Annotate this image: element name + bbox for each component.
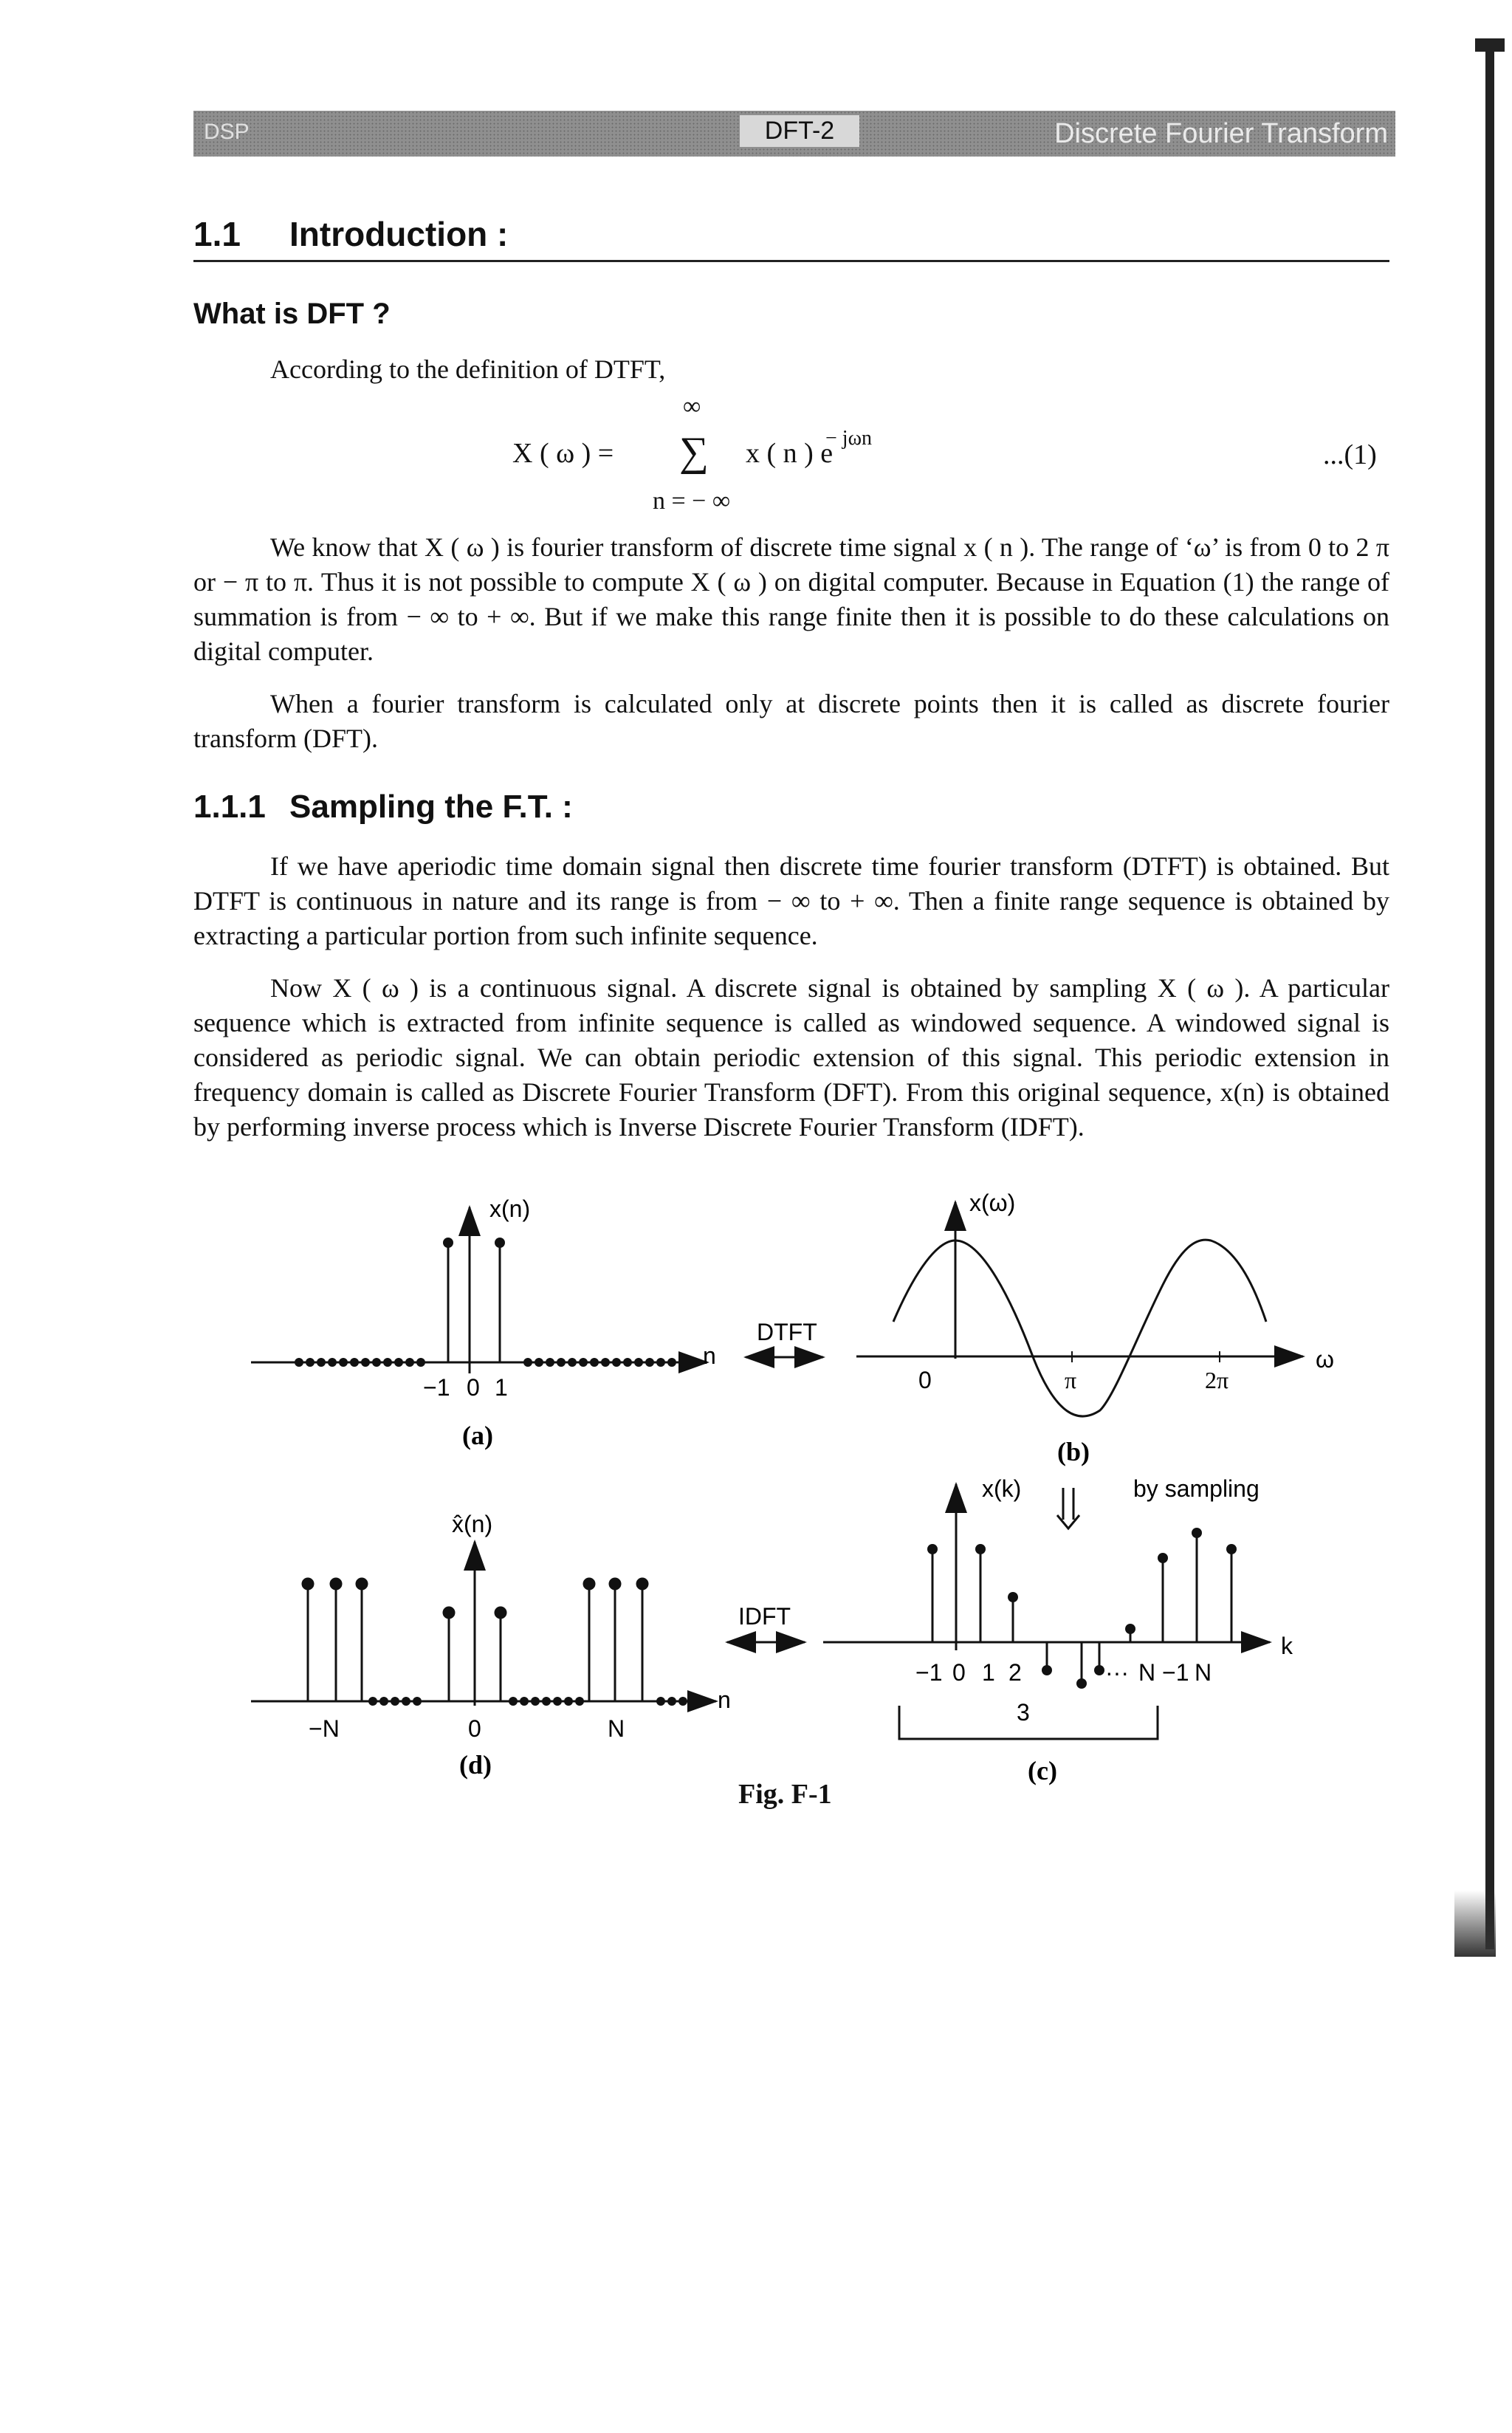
panel-c-stem-neg-c: [1094, 1642, 1104, 1675]
panel-d: [251, 1511, 731, 1780]
idft-transform: [727, 1603, 805, 1642]
panel-a: [251, 1195, 716, 1450]
equation-lhs: X ( ω ) =: [512, 438, 614, 469]
panel-b-tick-2pi: 2π: [1205, 1367, 1229, 1393]
sum-symbol: ∑: [679, 429, 709, 475]
panel-c-tick-1: 1: [982, 1659, 995, 1686]
panel-c-tick-0: 0: [952, 1659, 966, 1686]
panel-c-span-label: 3: [1017, 1699, 1030, 1726]
header-page-number: DFT-2: [740, 115, 859, 147]
paragraph-2: When a fourier transform is calculated only at discrete points then it is called as discrete fourier transform (DFT).: [193, 689, 1389, 753]
panel-c-stem-nminus1: [1158, 1553, 1168, 1642]
panel-c-ylabel: x(k): [982, 1475, 1022, 1502]
panel-c-stem-pos-small: [1125, 1624, 1135, 1642]
equation-exponent: − jωn: [825, 427, 872, 450]
panel-d-tick-minusN: −N: [309, 1715, 340, 1742]
panel-c-stem-1: [975, 1544, 986, 1642]
idft-label: IDFT: [738, 1603, 791, 1630]
panel-c-stem-n-peak: [1192, 1528, 1202, 1642]
panel-c-stem-2: [1008, 1592, 1018, 1642]
panel-b-tick-0: 0: [918, 1367, 932, 1393]
panel-b-tick-pi: π: [1065, 1367, 1077, 1393]
header-left: DSP: [204, 120, 250, 144]
panel-c: [823, 1475, 1293, 1785]
panel-b-label: (b): [1057, 1437, 1090, 1466]
panel-a-stem-1: [495, 1238, 505, 1362]
subsection-number: 1.1.1: [193, 789, 266, 825]
sampling-arrow: [1057, 1475, 1260, 1528]
paragraph-4: Now X ( ω ) is a continuous signal. A discrete signal is obtained by sampling X ( ω ). A particular sequence which is extracted from infinite sequence is called as windowed sequence. A windowed signal is considered as periodic signal. We can obtain periodic extension of this signal. This periodic extension in frequency domain is called as Discrete Fourier Transform (DFT). From this original sequence, x(n) is obtained by performing inverse process which is Inverse Discrete Fourier Transform (IDFT).: [193, 973, 1389, 1142]
sum-lower-limit: n = − ∞: [653, 487, 731, 515]
panel-d-xaxis-label: n: [718, 1686, 731, 1713]
sum-upper-limit: ∞: [683, 393, 701, 420]
subsection-title: Sampling the F.T. :: [289, 789, 573, 825]
panel-d-period-left: [303, 1579, 367, 1701]
intro-line: According to the definition of DTFT,: [270, 354, 666, 384]
panel-c-tick-nminus1: N −1: [1138, 1659, 1189, 1686]
dtft-transform: [746, 1319, 823, 1357]
paragraph-1: We know that X ( ω ) is fourier transform of discrete time signal x ( n ). The range of ‘ω’ is from 0 to 2 π or − π to π. Thus it is not possible to compute X ( ω ) on digital computer. Because in Equation (1) the range of summation is from − ∞ to + ∞. But if we make this range finite then it is possible to do these calculations on digital computer.: [193, 532, 1389, 666]
header-chapter-title: Discrete Fourier Transform: [1054, 118, 1388, 149]
panel-c-tick-dots: ···: [1105, 1659, 1129, 1686]
equation-number: ...(1): [1323, 439, 1377, 470]
panel-c-label: (c): [1028, 1756, 1057, 1785]
panel-c-xaxis-label: k: [1281, 1633, 1293, 1659]
figure-caption: Fig. F-1: [738, 1779, 832, 1810]
panel-b-ylabel: x(ω): [969, 1190, 1016, 1216]
panel-d-ylabel: x̂(n): [452, 1511, 493, 1537]
panel-c-stem-n: [1226, 1544, 1237, 1642]
panel-c-stem-neg-b: [1076, 1642, 1087, 1689]
panel-c-stem-neg-a: [1042, 1642, 1052, 1675]
panel-a-tick-minus1: −1: [423, 1374, 450, 1401]
panel-c-stem-minus1: [927, 1544, 938, 1642]
panel-b-xaxis-label: ω: [1316, 1346, 1334, 1373]
panel-a-label: (a): [462, 1421, 493, 1450]
paragraph-3: If we have aperiodic time domain signal then discrete time fourier transform (DTFT) is obtained. But DTFT is continuous in nature and its range is from − ∞ to + ∞. Then a finite range sequence is obtained by extracting a particular portion from such infinite sequence.: [193, 851, 1389, 950]
panel-a-tick-0: 0: [467, 1374, 480, 1401]
panel-d-label: (d): [459, 1750, 492, 1780]
section-title: Introduction :: [289, 215, 509, 253]
panel-d-period-right: [584, 1579, 647, 1701]
equation-term: x ( n ) e: [746, 438, 834, 469]
panel-d-tick-0: 0: [468, 1715, 481, 1742]
panel-c-tick-2: 2: [1008, 1659, 1022, 1686]
panel-a-ylabel: x(n): [489, 1195, 531, 1222]
section-number: 1.1: [193, 215, 241, 253]
dtft-label: DTFT: [757, 1319, 817, 1345]
panel-a-stem-minus1: [443, 1238, 453, 1362]
sampling-note: by sampling: [1133, 1475, 1260, 1502]
panel-a-xaxis-label: n: [703, 1342, 716, 1369]
panel-d-tick-N: N: [608, 1715, 625, 1742]
subheading: What is DFT ?: [193, 298, 391, 330]
panel-c-tick-n: N: [1195, 1659, 1212, 1686]
panel-c-tick-minus1: −1: [915, 1659, 943, 1686]
panel-a-tick-1: 1: [495, 1374, 508, 1401]
panel-b: [856, 1190, 1334, 1466]
